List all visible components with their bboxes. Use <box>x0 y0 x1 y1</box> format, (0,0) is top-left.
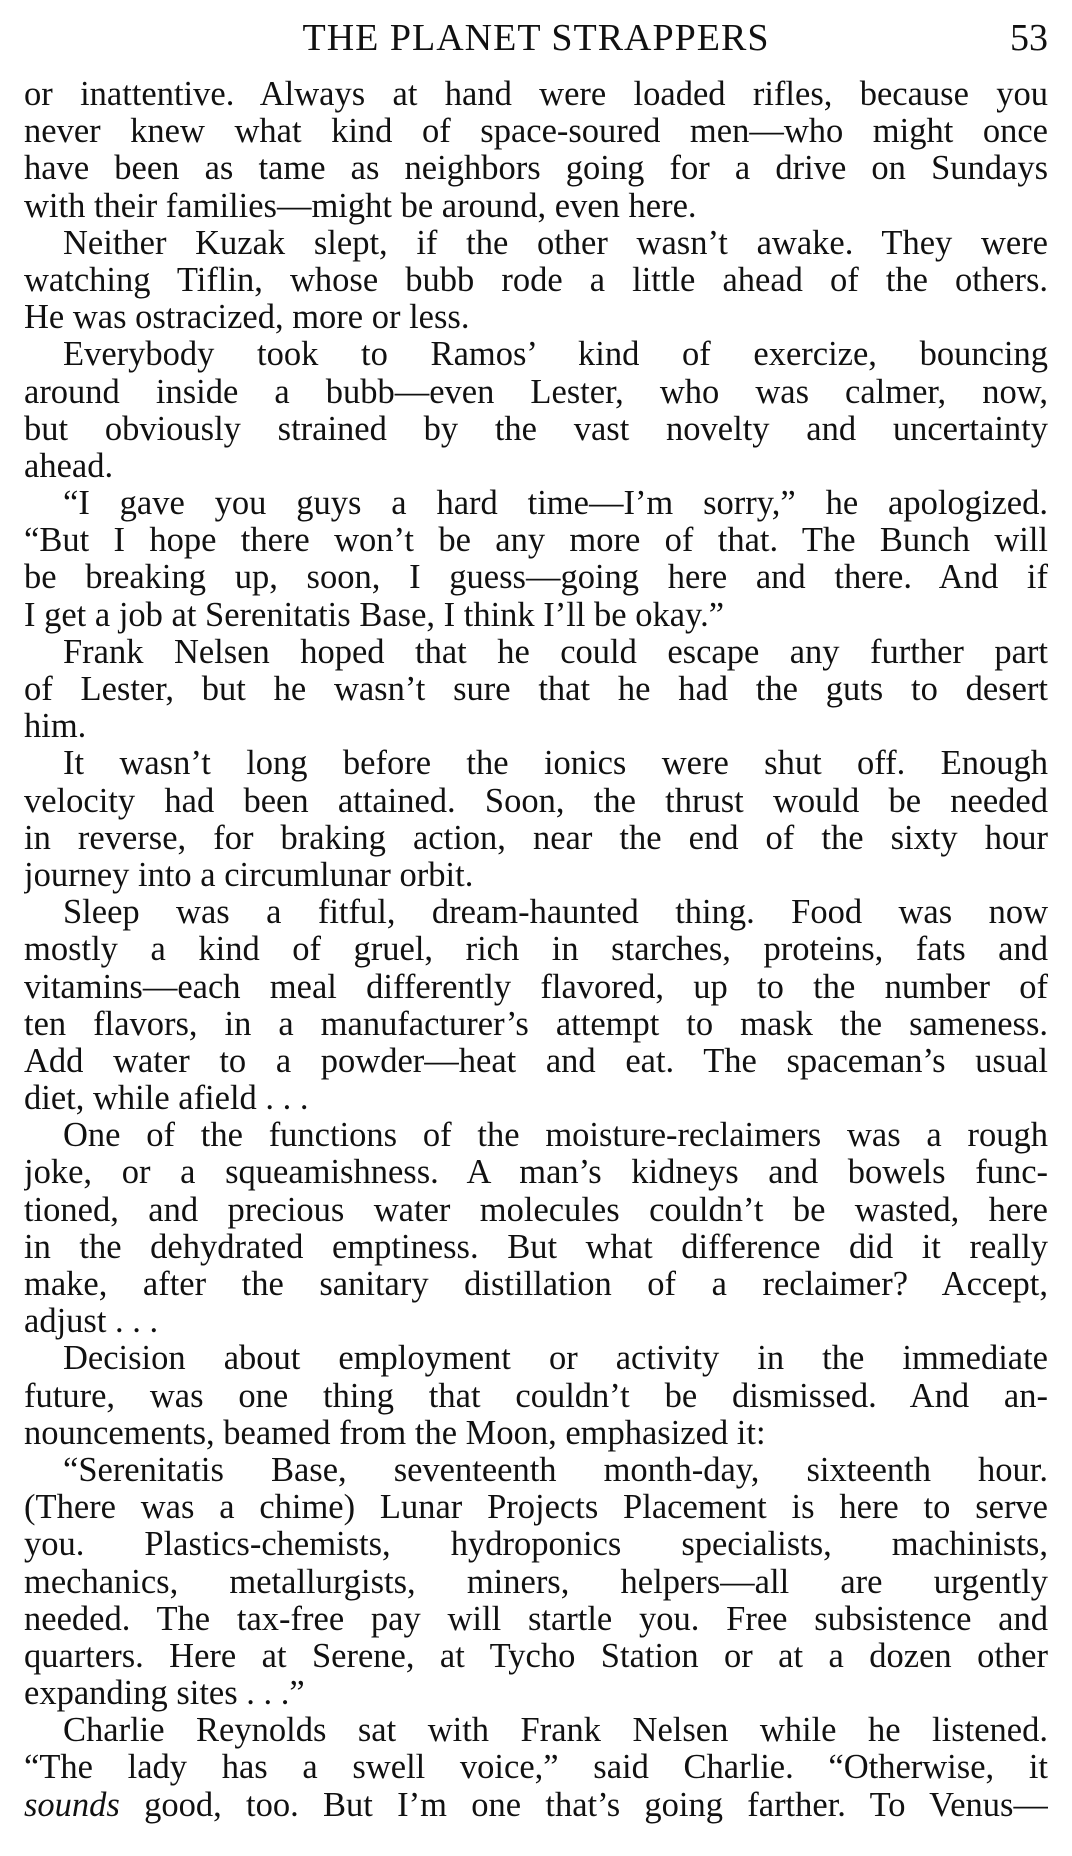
text-line: mechanics, metallurgists, miners, helpers—all are urgently <box>24 1563 1048 1601</box>
text-line: He was ostracized, more or less. <box>24 299 470 337</box>
text-line: never knew what kind of space-soured men—who might once <box>24 113 1048 151</box>
text-line: Everybody took to Ramos’ kind of exercize, bouncing <box>63 336 1048 374</box>
text-line: It wasn’t long before the ionics were shut off. Enough <box>63 745 1048 783</box>
text-line: future, was one thing that couldn’t be dismissed. And an- <box>24 1377 1048 1415</box>
text-line: Sleep was a fitful, dream-haunted thing. Food was now <box>63 894 1048 932</box>
text-line: One of the functions of the moisture-reclaimers was a rough <box>63 1117 1048 1155</box>
running-head: THE PLANET STRAPPERS <box>302 17 770 59</box>
text-line: or inattentive. Always at hand were loaded rifles, because you <box>24 76 1048 113</box>
text-line: but obviously strained by the vast novelty and uncertainty <box>24 410 1048 448</box>
text-line: “Serenitatis Base, seventeenth month-day, sixteenth hour. <box>63 1451 1048 1489</box>
text-line: “I gave you guys a hard time—I’m sorry,” he apologized. <box>63 485 1048 523</box>
text-line: make, after the sanitary distillation of a reclaimer? Accept, <box>24 1266 1048 1303</box>
text-line: adjust . . . <box>24 1303 159 1341</box>
text-line: of Lester, but he wasn’t sure that he had the guts to desert <box>24 671 1048 708</box>
text-line: ten flavors, in a manufacturer’s attempt to mask the sameness. <box>24 1005 1048 1043</box>
text-line: “But I hope there won’t be any more of that. The Bunch will <box>24 522 1048 560</box>
text-line: journey into a circumlunar orbit. <box>24 856 474 894</box>
text-line: vitamins—each meal differently flavored, up to the number of <box>24 968 1048 1006</box>
text-line: quarters. Here at Serene, at Tycho Station or at a dozen other <box>24 1637 1048 1675</box>
emphasized-word: sounds <box>24 1786 120 1824</box>
text-line: “The lady has a swell voice,” said Charlie. “Otherwise, it <box>24 1749 1048 1787</box>
text-line: you. Plastics-chemists, hydroponics specialists, machinists, <box>24 1526 1048 1564</box>
text-line: Add water to a powder—heat and eat. The spaceman’s usual <box>24 1042 1048 1080</box>
text-line: Neither Kuzak slept, if the other wasn’t awake. They were <box>63 224 1048 262</box>
text-line: ahead. <box>24 447 114 485</box>
text-line-final <box>24 1787 1048 1824</box>
body-text <box>24 76 1048 1824</box>
page-header <box>24 10 1048 70</box>
text-line: joke, or a squeamishness. A man’s kidneys and bowels func- <box>24 1154 1048 1192</box>
text-line: I get a job at Serenitatis Base, I think I’ll be okay.” <box>24 596 725 634</box>
text-line: around inside a bubb—even Lester, who was calmer, now, <box>24 373 1048 411</box>
text-line: Frank Nelsen hoped that he could escape any further part <box>63 633 1048 671</box>
text-line: (There was a chime) Lunar Projects Placement is here to serve <box>24 1489 1048 1527</box>
text-line: tioned, and precious water molecules couldn’t be wasted, here <box>24 1191 1048 1229</box>
text-line: nouncements, beamed from the Moon, emphasized it: <box>24 1414 766 1452</box>
text-line: Decision about employment or activity in the immediate <box>63 1340 1048 1378</box>
text-line: diet, while afield . . . <box>24 1080 309 1118</box>
text-line: with their families—might be around, even here. <box>24 187 697 225</box>
text-line: expanding sites . . .” <box>24 1675 305 1713</box>
text-line: mostly a kind of gruel, rich in starches, proteins, fats and <box>24 931 1048 969</box>
text-line: in reverse, for braking action, near the end of the sixty hour <box>24 819 1048 857</box>
text-line: Charlie Reynolds sat with Frank Nelsen while he listened. <box>63 1712 1048 1750</box>
page-number: 53 <box>1010 17 1048 59</box>
text-line: needed. The tax-free pay will startle you. Free subsistence and <box>24 1600 1048 1638</box>
text-line: him. <box>24 708 87 746</box>
text-line: in the dehydrated emptiness. But what difference did it really <box>24 1228 1048 1266</box>
text-line: have been as tame as neighbors going for a drive on Sundays <box>24 150 1048 188</box>
text-line: be breaking up, soon, I guess—going here and there. And if <box>24 559 1048 597</box>
final-line-rest: good, too. But I’m one that’s going farther. To Venus— <box>119 1786 1048 1824</box>
text-line: watching Tiflin, whose bubb rode a little ahead of the others. <box>24 261 1048 299</box>
text-line: velocity had been attained. Soon, the thrust would be needed <box>24 782 1048 820</box>
